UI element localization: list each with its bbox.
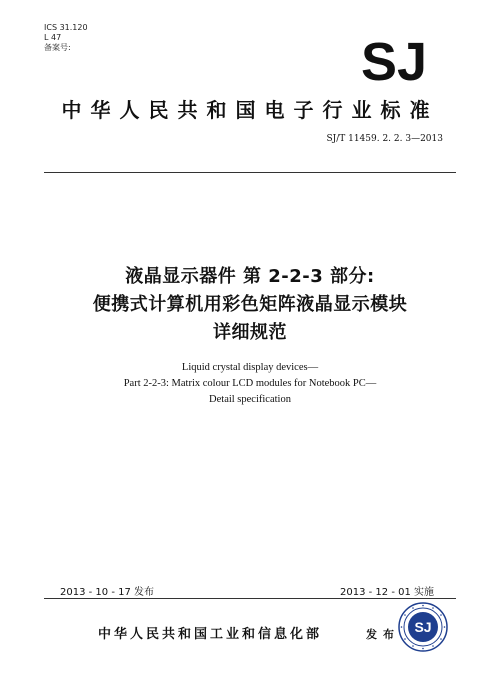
sj-logo-text: SJ — [360, 36, 428, 86]
header-divider — [44, 172, 456, 173]
cn-title-line-3: 详细规范 — [213, 322, 287, 343]
cn-title-line-1: 液晶显示器件 第 2-2-3 部分: — [125, 266, 375, 287]
en-title-line-1: Liquid crystal display devices— — [181, 362, 319, 373]
sj-seal-emblem — [398, 602, 448, 652]
standard-category-title: 中华人民共和国电子行业标准 — [61, 98, 439, 122]
record-number-label: 备案号: — [44, 43, 71, 52]
en-title-line-3: Detail specification — [209, 394, 291, 405]
cn-title-line-2: 便携式计算机用彩色矩阵液晶显示模块 — [92, 294, 408, 315]
seal-text: SJ — [414, 619, 432, 635]
footer-divider — [44, 598, 456, 599]
issue-label: 发布 — [366, 628, 400, 641]
en-title-line-2: Part 2-2-3: Matrix colour LCD modules for Notebook PC— — [123, 378, 377, 389]
ics-code: ICS 31.120 — [44, 23, 88, 32]
classification-code: L 47 — [44, 33, 62, 42]
standard-number: SJ/T 11459. 2. 2. 3—2013 — [326, 134, 443, 144]
publisher-name: 中华人民共和国工业和信息化部 — [97, 627, 322, 642]
effective-date: 2013 - 12 - 01 实施 — [340, 587, 435, 598]
publish-date: 2013 - 10 - 17 发布 — [60, 587, 155, 598]
sj-logo — [355, 36, 433, 86]
